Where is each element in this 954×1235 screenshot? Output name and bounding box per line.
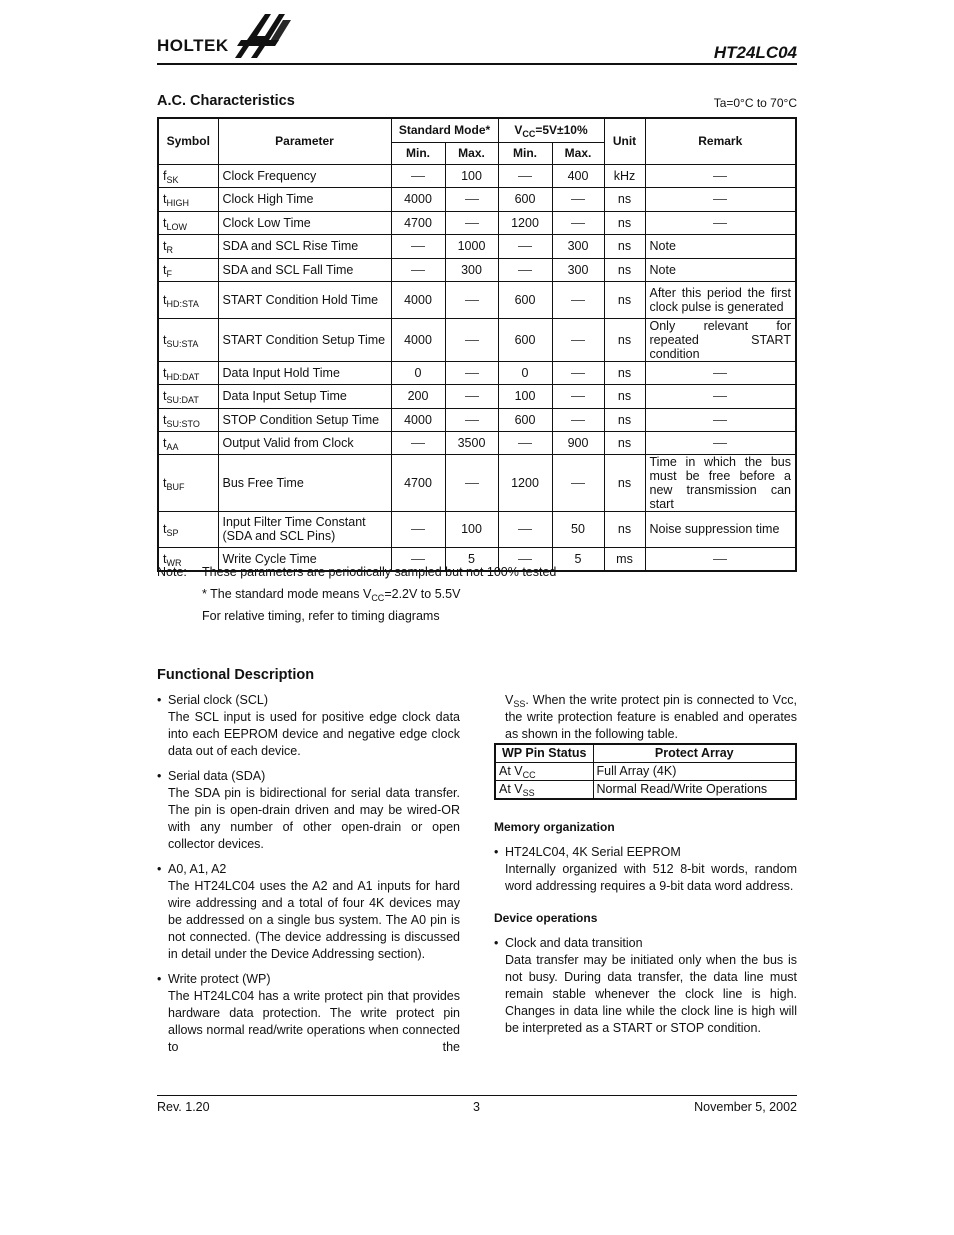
remark-cell (645, 408, 796, 431)
dash-mark (713, 176, 727, 177)
dash-mark (713, 559, 727, 560)
table-row (158, 281, 796, 318)
unit-cell: ms (604, 547, 645, 571)
value-cell-smin: 4000 (391, 281, 445, 318)
sda-heading: • Serial data (SDA) (168, 769, 266, 783)
value-cell-vmin (498, 258, 552, 281)
symbol-cell: $t_F$ (158, 258, 218, 281)
symbol-cell: $t_{AA}$ (158, 431, 218, 454)
unit-cell: ns (604, 211, 645, 234)
unit-cell: ns (604, 187, 645, 211)
table-row (158, 454, 796, 511)
value-cell-vmin (498, 511, 552, 547)
remark-cell (645, 211, 796, 234)
parameter-cell: Write Cycle Time (218, 547, 391, 571)
memory-item-body: Internally organized with 512 8-bit words, random word addressing requires a 9-bit data word address. (505, 862, 797, 893)
value-cell-vmin: 600 (498, 408, 552, 431)
sda-item (157, 768, 460, 853)
dash-mark (713, 443, 727, 444)
dash-mark (465, 199, 479, 200)
dash-mark (465, 420, 479, 421)
value-cell-vmax: 300 (552, 258, 604, 281)
address-pins-heading: • A0, A1, A2 (168, 862, 227, 876)
value-cell-smin: 0 (391, 361, 445, 384)
parameter-cell: Output Valid from Clock (218, 431, 391, 454)
dash-mark (571, 300, 585, 301)
symbol-cell: $t_{WR}$ (158, 547, 218, 571)
header-symbol: Symbol (158, 118, 218, 164)
note-line-3: For relative timing, refer to timing diagrams (202, 609, 440, 623)
table-row (158, 511, 796, 547)
wp-table-header-array: Protect Array (593, 744, 796, 763)
dash-mark (465, 340, 479, 341)
symbol-cell: $t_{SU:STO}$ (158, 408, 218, 431)
functional-description-title: Functional Description (157, 667, 315, 683)
remark-cell (645, 361, 796, 384)
note-label: Note: (157, 565, 187, 579)
header-vcc-min: Min. (498, 142, 552, 164)
symbol-cell: $t_{SU:STA}$ (158, 318, 218, 361)
temperature-condition: Ta=0°C to 70°C (713, 96, 797, 110)
value-cell-vmax: 50 (552, 511, 604, 547)
unit-cell: ns (604, 511, 645, 547)
table-row (158, 408, 796, 431)
dash-mark (411, 559, 425, 560)
dash-mark (518, 559, 532, 560)
dash-mark (571, 373, 585, 374)
footer-date: November 5, 2002 (694, 1100, 797, 1114)
value-cell-smax (445, 281, 498, 318)
symbol-cell: $t_{SU:DAT}$ (158, 384, 218, 408)
symbol-cell: $t_{BUF}$ (158, 454, 218, 511)
unit-cell: ns (604, 431, 645, 454)
remark-cell: Noise suppression time (645, 511, 796, 547)
value-cell-smax (445, 211, 498, 234)
device-item (494, 935, 797, 1037)
remark-cell (645, 384, 796, 408)
ac-section-title: A.C. Characteristics (157, 93, 295, 109)
table-row (158, 318, 796, 361)
remark-cell: Time in which the bus must be free before a new transmission can start (645, 454, 796, 511)
table-row (158, 164, 796, 187)
table-row (158, 384, 796, 408)
remark-cell: Only relevant for repeated START condition (645, 318, 796, 361)
value-cell-smax: 100 (445, 164, 498, 187)
address-pins-body: The HT24LC04 uses the A2 and A1 inputs for hard wire addressing and a total of four 4K devices may be addressed on a single bus system. The A0 pin is not connected. (The device addressing is discussed in detail under the Device Addressing section). (168, 879, 460, 961)
value-cell-vmin: 0 (498, 361, 552, 384)
header-vcc: $V_{CC}=5V\pm 10\%$ (498, 118, 604, 142)
memory-item (494, 844, 797, 895)
dash-mark (713, 199, 727, 200)
value-cell-vmax (552, 408, 604, 431)
value-cell-vmin: 1200 (498, 454, 552, 511)
remark-cell (645, 187, 796, 211)
value-cell-vmin: 600 (498, 281, 552, 318)
symbol-cell: $t_R$ (158, 234, 218, 258)
dash-mark (713, 420, 727, 421)
parameter-cell: Clock Low Time (218, 211, 391, 234)
value-cell-smax: 1000 (445, 234, 498, 258)
parameter-cell: SDA and SCL Rise Time (218, 234, 391, 258)
remark-cell (645, 164, 796, 187)
ac-characteristics-table (157, 117, 797, 572)
value-cell-smax: 100 (445, 511, 498, 547)
dash-mark (465, 373, 479, 374)
header-unit: Unit (604, 118, 645, 164)
dash-mark (571, 340, 585, 341)
holtek-logo (157, 12, 302, 60)
scl-body: The SCL input is used for positive edge clock data into each EEPROM device and negative edge clock data out of each device. (168, 710, 460, 758)
dash-mark (411, 246, 425, 247)
logo-text: HOLTEK (157, 36, 229, 55)
value-cell-vmax (552, 361, 604, 384)
scl-heading: • Serial clock (SCL) (168, 693, 269, 707)
unit-cell: ns (604, 281, 645, 318)
parameter-cell: SDA and SCL Fall Time (218, 258, 391, 281)
unit-cell: ns (604, 361, 645, 384)
value-cell-smin (391, 258, 445, 281)
value-cell-smin (391, 431, 445, 454)
value-cell-vmin (498, 234, 552, 258)
value-cell-smin: 4700 (391, 454, 445, 511)
symbol-cell: $t_{SP}$ (158, 511, 218, 547)
dash-mark (571, 199, 585, 200)
value-cell-smax (445, 384, 498, 408)
dash-mark (411, 443, 425, 444)
dash-mark (411, 270, 425, 271)
value-cell-smax (445, 408, 498, 431)
value-cell-smin: 4000 (391, 187, 445, 211)
value-cell-vmax: 5 (552, 547, 604, 571)
value-cell-vmax (552, 454, 604, 511)
unit-cell: ns (604, 234, 645, 258)
write-protect-continued: $V_{SS}$. When the write protect pin is connected to Vcc, the write protection feature is enabled and operates as shown in the following table. (505, 693, 797, 741)
value-cell-smin: 4000 (391, 408, 445, 431)
address-pins-item (157, 861, 460, 963)
wp-array-vss: Normal Read/Write Operations (593, 781, 796, 800)
write-protect-item (157, 971, 460, 1056)
value-cell-vmin: 1200 (498, 211, 552, 234)
symbol-cell: $t_{HIGH}$ (158, 187, 218, 211)
header-remark: Remark (645, 118, 796, 164)
remark-cell: Note (645, 234, 796, 258)
sda-body: The SDA pin is bidirectional for serial data transfer. The pin is open-drain driven and may be wired-OR with any number of other open-drain or open collector devices. (168, 786, 460, 851)
value-cell-vmin: 100 (498, 384, 552, 408)
dash-mark (571, 223, 585, 224)
value-cell-vmin: 600 (498, 318, 552, 361)
table-row (158, 361, 796, 384)
parameter-cell: Data Input Setup Time (218, 384, 391, 408)
header-parameter: Parameter (218, 118, 391, 164)
unit-cell: ns (604, 384, 645, 408)
value-cell-smin: 4700 (391, 211, 445, 234)
device-operations-heading: Device operations (494, 911, 598, 925)
right-column (494, 692, 797, 1037)
value-cell-vmax: 300 (552, 234, 604, 258)
document-title: HT24LC04 (713, 43, 797, 62)
table-row (158, 431, 796, 454)
dash-mark (518, 529, 532, 530)
dash-mark (571, 420, 585, 421)
dash-mark (713, 373, 727, 374)
unit-cell: ns (604, 454, 645, 511)
table-row (158, 258, 796, 281)
value-cell-vmax: 400 (552, 164, 604, 187)
footer-page-number: 3 (473, 1100, 480, 1114)
dash-mark (411, 529, 425, 530)
dash-mark (518, 443, 532, 444)
value-cell-vmax: 900 (552, 431, 604, 454)
value-cell-smin (391, 164, 445, 187)
value-cell-smax: 300 (445, 258, 498, 281)
value-cell-vmax (552, 318, 604, 361)
value-cell-vmax (552, 187, 604, 211)
value-cell-smax: 3500 (445, 431, 498, 454)
write-protect-heading: • Write protect (WP) (168, 972, 271, 986)
value-cell-vmin (498, 164, 552, 187)
dash-mark (465, 396, 479, 397)
unit-cell: ns (604, 408, 645, 431)
value-cell-smax (445, 454, 498, 511)
dash-mark (518, 246, 532, 247)
value-cell-smin (391, 234, 445, 258)
note-line-2: * The standard mode means $V_{CC}=2.2V$ to 5.5V (202, 587, 461, 603)
symbol-cell: $t_{LOW}$ (158, 211, 218, 234)
scl-item (157, 692, 460, 760)
value-cell-smin: 200 (391, 384, 445, 408)
note-line-1: These parameters are periodically sampled but not 100% tested (202, 565, 557, 579)
table-row (158, 211, 796, 234)
parameter-cell: START Condition Hold Time (218, 281, 391, 318)
footer-rule (157, 1095, 797, 1096)
parameter-cell: START Condition Setup Time (218, 318, 391, 361)
parameter-cell: Data Input Hold Time (218, 361, 391, 384)
table-row (158, 187, 796, 211)
header-std-max: Max. (445, 142, 498, 164)
footer-revision: Rev. 1.20 (157, 1100, 210, 1114)
dash-mark (571, 483, 585, 484)
dash-mark (518, 270, 532, 271)
dash-mark (465, 300, 479, 301)
value-cell-smax (445, 187, 498, 211)
header-standard-mode: Standard Mode* (391, 118, 498, 142)
left-column (157, 692, 460, 1056)
header-std-min: Min. (391, 142, 445, 164)
write-protect-table (494, 743, 797, 800)
dash-mark (411, 176, 425, 177)
remark-cell: After this period the first clock pulse is generated (645, 281, 796, 318)
dash-mark (518, 176, 532, 177)
unit-cell: kHz (604, 164, 645, 187)
dash-mark (713, 396, 727, 397)
wp-status-vcc: At $V_{CC}$ (495, 763, 593, 781)
device-item-heading: • Clock and data transition (505, 936, 643, 950)
parameter-cell: STOP Condition Setup Time (218, 408, 391, 431)
value-cell-vmax (552, 384, 604, 408)
wp-status-vss: At $V_{SS}$ (495, 781, 593, 800)
dash-mark (465, 483, 479, 484)
value-cell-vmin: 600 (498, 187, 552, 211)
value-cell-vmax (552, 281, 604, 318)
device-item-body: Data transfer may be initiated only when the bus is not busy. During data transfer, the data line must remain stable whenever the clock line is high. Changes in data line while the clock line is high will be interpreted as a START or STOP condition. (505, 953, 797, 1035)
value-cell-smin (391, 511, 445, 547)
remark-cell: Note (645, 258, 796, 281)
dash-mark (465, 223, 479, 224)
remark-cell (645, 431, 796, 454)
value-cell-vmin (498, 431, 552, 454)
parameter-cell: Input Filter Time Constant (SDA and SCL Pins) (218, 511, 391, 547)
dash-mark (571, 396, 585, 397)
wp-table-header-status: WP Pin Status (495, 744, 593, 763)
symbol-cell: $f_{SK}$ (158, 164, 218, 187)
memory-organization-heading: Memory organization (494, 820, 615, 834)
parameter-cell: Clock Frequency (218, 164, 391, 187)
value-cell-smax (445, 318, 498, 361)
table-row (158, 234, 796, 258)
header-vcc-max: Max. (552, 142, 604, 164)
write-protect-body: The HT24LC04 has a write protect pin that provides hardware data protection. The write protect pin allows normal read/write operations when connected to the (168, 989, 460, 1054)
value-cell-smax (445, 361, 498, 384)
symbol-cell: $t_{HD:DAT}$ (158, 361, 218, 384)
parameter-cell: Bus Free Time (218, 454, 391, 511)
unit-cell: ns (604, 318, 645, 361)
header-rule (157, 63, 797, 65)
memory-item-heading: • HT24LC04, 4K Serial EEPROM (505, 845, 681, 859)
table-row (495, 763, 796, 781)
value-cell-vmax (552, 211, 604, 234)
symbol-cell: $t_{HD:STA}$ (158, 281, 218, 318)
holtek-logo-icon (235, 12, 305, 58)
wp-array-vcc: Full Array (4K) (593, 763, 796, 781)
table-row (495, 781, 796, 800)
value-cell-smin: 4000 (391, 318, 445, 361)
remark-cell (645, 547, 796, 571)
unit-cell: ns (604, 258, 645, 281)
dash-mark (713, 223, 727, 224)
parameter-cell: Clock High Time (218, 187, 391, 211)
value-cell-smax: 5 (445, 547, 498, 571)
